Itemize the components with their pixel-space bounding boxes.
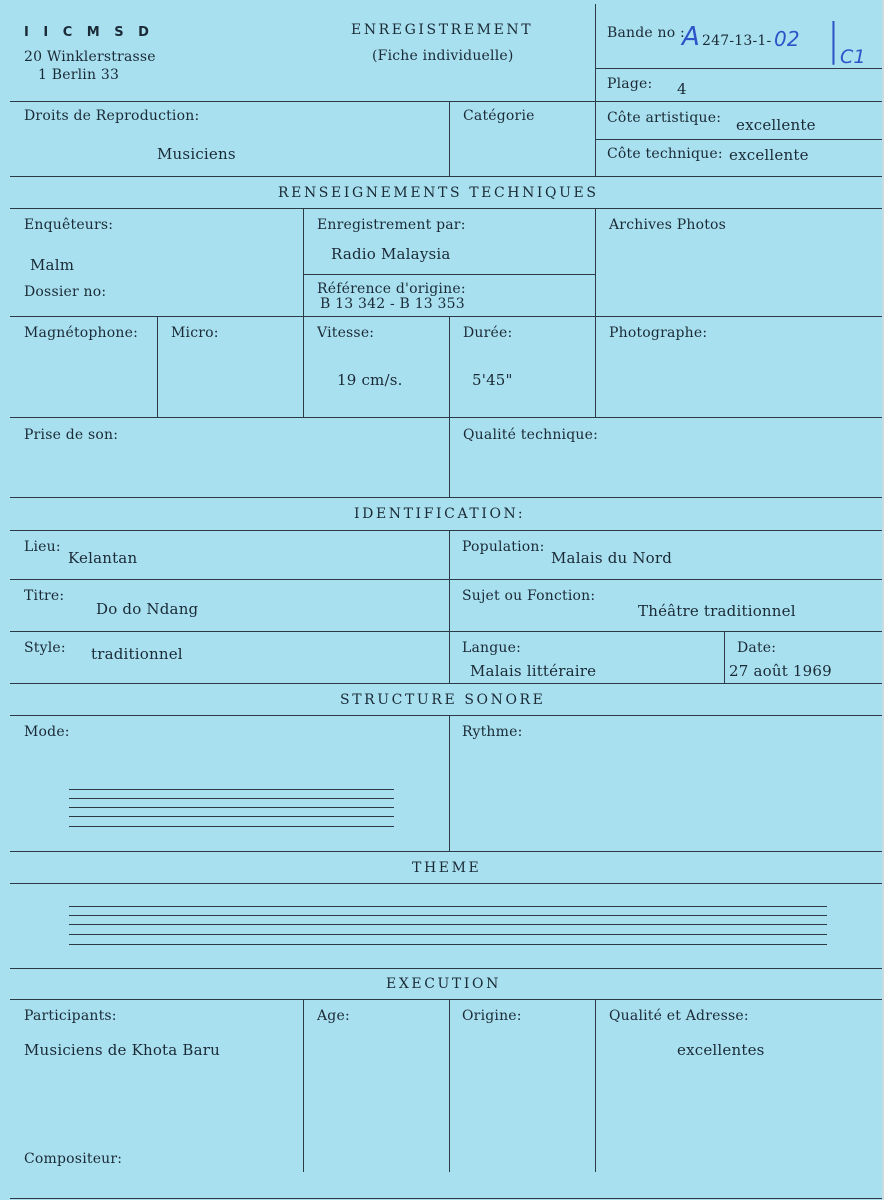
langue-value: Malais littéraire	[470, 662, 597, 680]
sujet-value: Théâtre traditionnel	[638, 602, 796, 620]
section-title-technical: RENSEIGNEMENTS TECHNIQUES	[278, 185, 599, 201]
bande-note-handwritten: C1	[840, 46, 866, 68]
divider	[157, 316, 158, 417]
langue-label: Langue:	[462, 640, 522, 656]
divider	[303, 999, 304, 1172]
bande-label: Bande no :	[607, 25, 685, 41]
divider	[10, 968, 882, 969]
section-title-identification: IDENTIFICATION:	[354, 506, 526, 522]
divider	[449, 715, 450, 851]
bande-suffix-handwritten: 02	[774, 27, 800, 51]
divider	[10, 715, 882, 716]
plage-value: 4	[677, 80, 687, 98]
plage-label: Plage:	[607, 76, 653, 92]
cote-technique-label: Côte technique:	[607, 146, 723, 162]
divider	[449, 101, 450, 176]
form-title: ENREGISTREMENT	[351, 22, 534, 38]
dossier-label: Dossier no:	[24, 284, 107, 300]
form-subtitle: (Fiche individuelle)	[372, 48, 514, 64]
cote-artistique-label: Côte artistique:	[607, 110, 722, 126]
divider	[10, 316, 882, 317]
divider	[449, 316, 450, 417]
population-value: Malais du Nord	[551, 549, 673, 567]
date-value: 27 août 1969	[729, 662, 832, 680]
participants-value: Musiciens de Khota Baru	[24, 1041, 220, 1059]
divider	[10, 999, 882, 1000]
divider	[10, 631, 882, 632]
participants-label: Participants:	[24, 1008, 117, 1024]
droits-label: Droits de Reproduction:	[24, 108, 200, 124]
style-label: Style:	[24, 640, 66, 656]
droits-value: Musiciens	[157, 145, 236, 163]
section-title-structure: STRUCTURE SONORE	[340, 692, 546, 708]
vitesse-value: 19 cm/s.	[337, 371, 403, 389]
divider	[724, 631, 725, 683]
lieu-label: Lieu:	[24, 539, 61, 555]
duree-value: 5'45"	[472, 371, 513, 389]
enregistrement-par-value: Radio Malaysia	[331, 245, 451, 263]
titre-label: Titre:	[24, 588, 65, 604]
lieu-value: Kelantan	[68, 549, 138, 567]
age-label: Age:	[317, 1008, 350, 1024]
bande-prefix-handwritten: A	[682, 22, 700, 52]
origine-label: Origine:	[462, 1008, 522, 1024]
enqueteurs-value: Malm	[30, 256, 75, 274]
archives-photos-label: Archives Photos	[609, 217, 727, 233]
duree-label: Durée:	[463, 325, 513, 341]
mode-label: Mode:	[24, 724, 70, 740]
bande-value: 247-13-1-	[702, 33, 772, 49]
section-title-theme: THEME	[412, 860, 482, 876]
handwritten-slash: |	[826, 14, 842, 65]
divider	[10, 1198, 882, 1199]
vitesse-label: Vitesse:	[317, 325, 375, 341]
divider	[10, 851, 882, 852]
style-value: traditionnel	[91, 645, 183, 663]
section-title-execution: EXECUTION	[386, 976, 501, 992]
photographe-label: Photographe:	[609, 325, 708, 341]
qualite-adresse-label: Qualité et Adresse:	[609, 1008, 749, 1024]
divider	[449, 530, 450, 683]
qualite-technique-label: Qualité technique:	[463, 427, 599, 443]
population-label: Population:	[462, 539, 545, 555]
divider	[10, 497, 882, 498]
reference-value: B 13 342 - B 13 353	[320, 296, 465, 312]
enregistrement-par-label: Enregistrement par:	[317, 217, 466, 233]
divider	[10, 683, 882, 684]
reference-label: Référence d'origine:	[317, 281, 466, 297]
divider	[303, 274, 595, 275]
prise-de-son-label: Prise de son:	[24, 427, 119, 443]
divider	[10, 417, 882, 418]
compositeur-label: Compositeur:	[24, 1151, 123, 1167]
divider	[595, 4, 596, 176]
enqueteurs-label: Enquêteurs:	[24, 217, 114, 233]
cote-technique-value: excellente	[729, 146, 809, 164]
divider	[595, 139, 882, 140]
divider	[449, 417, 450, 497]
divider	[10, 579, 882, 580]
rythme-label: Rythme:	[462, 724, 523, 740]
divider	[303, 208, 304, 417]
cote-artistique-value: excellente	[736, 116, 816, 134]
divider	[595, 68, 882, 69]
divider	[449, 999, 450, 1172]
divider	[10, 176, 882, 177]
sujet-label: Sujet ou Fonction:	[462, 588, 596, 604]
qualite-adresse-value: excellentes	[677, 1041, 765, 1059]
divider	[595, 208, 596, 417]
micro-label: Micro:	[171, 325, 219, 341]
divider	[10, 883, 882, 884]
org-name: I I C M S D	[24, 25, 154, 40]
date-label: Date:	[737, 640, 777, 656]
magnetophone-label: Magnétophone:	[24, 325, 139, 341]
address-line-2: 1 Berlin 33	[38, 67, 120, 83]
titre-value: Do do Ndang	[96, 600, 199, 618]
address-line-1: 20 Winklerstrasse	[24, 49, 156, 65]
divider	[10, 208, 882, 209]
categorie-label: Catégorie	[463, 108, 535, 124]
divider	[10, 101, 882, 102]
divider	[595, 999, 596, 1172]
divider	[10, 530, 882, 531]
